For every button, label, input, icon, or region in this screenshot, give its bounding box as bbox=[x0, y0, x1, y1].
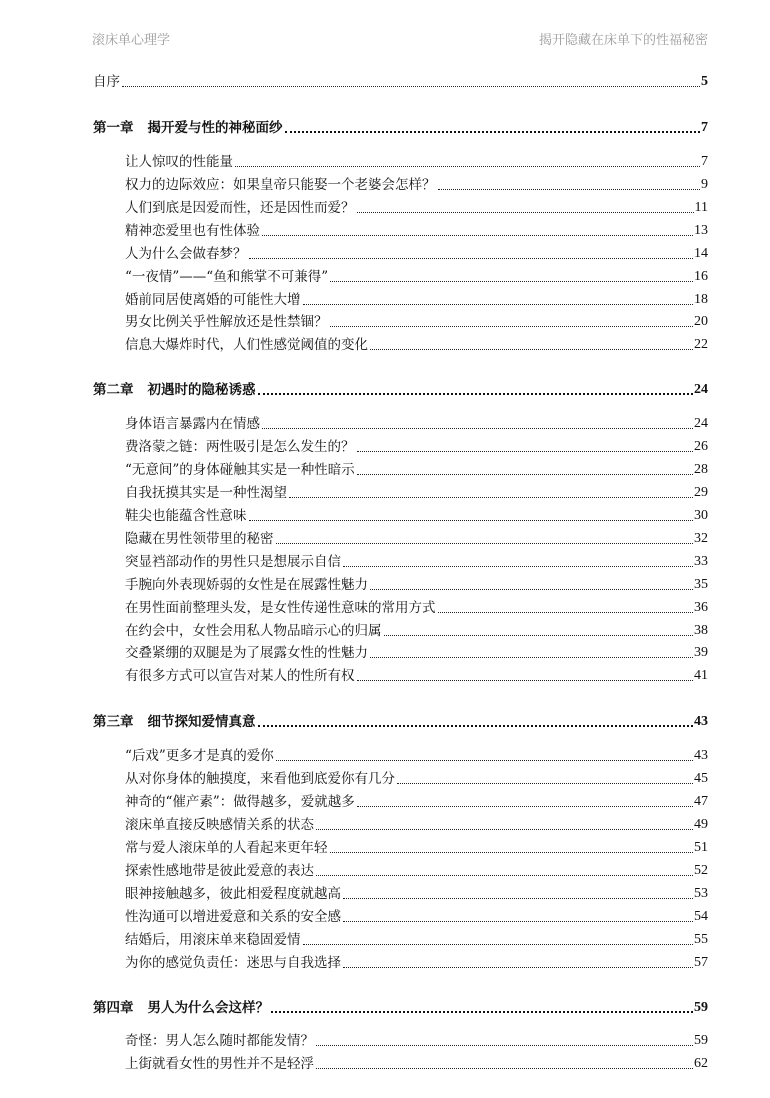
toc-page-number: 41 bbox=[694, 668, 708, 683]
dot-leader bbox=[262, 234, 693, 236]
toc-entry-title: 自序 bbox=[93, 74, 120, 90]
toc-entry[interactable] bbox=[125, 175, 708, 195]
toc-entry-title: 性沟通可以增进爱意和关系的安全感 bbox=[125, 909, 341, 925]
toc-entry[interactable] bbox=[125, 552, 708, 572]
toc-entry-title: 权力的边际效应：如果皇帝只能娶一个老婆会怎样？ bbox=[125, 177, 436, 193]
dot-leader bbox=[357, 450, 694, 452]
toc-entry[interactable] bbox=[125, 506, 708, 526]
toc-entry-title: “无意间”的身体碰触其实是一种性暗示 bbox=[125, 462, 355, 478]
toc-page-number: 5 bbox=[701, 74, 708, 89]
toc-entry[interactable] bbox=[125, 312, 708, 332]
toc-entry[interactable] bbox=[125, 746, 708, 766]
toc-page-number: 7 bbox=[701, 154, 708, 169]
chapter-name: 男人为什么会这样？ bbox=[147, 1000, 269, 1016]
toc-chapter-2[interactable] bbox=[93, 380, 708, 400]
toc-entry[interactable] bbox=[125, 907, 708, 927]
toc-entry-title: 为你的感觉负责任：迷思与自我选择 bbox=[125, 955, 341, 971]
toc-entry-title: 精神恋爱里也有性体验 bbox=[125, 223, 260, 239]
toc-page-number: 22 bbox=[694, 337, 708, 352]
dot-leader bbox=[316, 1067, 693, 1069]
dot-leader bbox=[370, 588, 693, 590]
toc-entry-title: 自我抚摸其实是一种性渴望 bbox=[125, 485, 287, 501]
toc-page-number: 9 bbox=[701, 177, 708, 192]
toc-entry[interactable] bbox=[125, 414, 708, 434]
toc-entry[interactable] bbox=[125, 529, 708, 549]
toc-entry-title: 隐藏在男性领带里的秘密 bbox=[125, 531, 274, 547]
dot-leader bbox=[370, 348, 693, 350]
toc-entry[interactable] bbox=[125, 621, 708, 641]
dot-leader bbox=[285, 130, 701, 133]
toc-entry-title: 在男性面前整理头发，是女性传递性意味的常用方式 bbox=[125, 600, 436, 616]
toc-entry[interactable] bbox=[125, 792, 708, 812]
chapter-title bbox=[93, 712, 256, 732]
chapter-title bbox=[93, 118, 283, 138]
toc-page-number: 59 bbox=[694, 1033, 708, 1048]
chapter-name: 初遇时的隐秘诱惑 bbox=[147, 382, 256, 398]
dot-leader bbox=[316, 1044, 693, 1046]
toc-page-number: 16 bbox=[694, 269, 708, 284]
toc-entry[interactable] bbox=[125, 152, 708, 172]
toc-page-number: 38 bbox=[694, 623, 708, 638]
toc-page-number: 52 bbox=[694, 863, 708, 878]
toc-entry-title: “一夜情”——“鱼和熊掌不可兼得” bbox=[125, 269, 329, 285]
toc-entry[interactable] bbox=[125, 643, 708, 663]
toc-entry[interactable] bbox=[125, 930, 708, 950]
toc-page-number: 43 bbox=[694, 714, 708, 729]
dot-leader bbox=[357, 211, 694, 213]
toc-entry-title: 费洛蒙之链：两性吸引是怎么发生的？ bbox=[125, 439, 355, 455]
toc-page-number: 47 bbox=[694, 794, 708, 809]
toc-entry[interactable] bbox=[125, 335, 708, 355]
toc-entry-title: 人们到底是因爱而性，还是因性而爱？ bbox=[125, 200, 355, 216]
dot-leader bbox=[397, 782, 693, 784]
dot-leader bbox=[357, 805, 693, 807]
dot-leader bbox=[303, 303, 694, 305]
dot-leader bbox=[303, 943, 694, 945]
toc-page-number: 20 bbox=[694, 314, 708, 329]
chapter-number: 第四章 bbox=[93, 1000, 134, 1016]
toc-entry[interactable] bbox=[125, 838, 708, 858]
toc-chapter-1[interactable] bbox=[93, 118, 708, 138]
header-subtitle: 揭开隐藏在床单下的性福秘密 bbox=[538, 33, 708, 48]
chapter-name: 揭开爱与性的神秘面纱 bbox=[147, 120, 283, 136]
toc-page-number: 24 bbox=[694, 382, 708, 397]
toc-page-number: 45 bbox=[694, 771, 708, 786]
toc-entry-title: 结婚后，用滚床单来稳固爱情 bbox=[125, 932, 301, 948]
toc-entry-title: 常与爱人滚床单的人看起来更年轻 bbox=[125, 840, 328, 856]
toc-entry-title: 突显裆部动作的男性只是想展示自信 bbox=[125, 554, 341, 570]
toc-page-number: 39 bbox=[694, 645, 708, 660]
dot-leader bbox=[357, 679, 694, 681]
dot-leader bbox=[249, 519, 694, 521]
toc-entry-title: 手腕向外表现娇弱的女性是在展露性魅力 bbox=[125, 577, 368, 593]
dot-leader bbox=[343, 565, 693, 567]
chapter-number: 第一章 bbox=[93, 120, 134, 136]
dot-leader bbox=[343, 966, 693, 968]
toc-entry[interactable] bbox=[125, 666, 708, 686]
dot-leader bbox=[235, 165, 700, 167]
chapter-title bbox=[93, 380, 256, 400]
toc-page-number: 13 bbox=[694, 223, 708, 238]
dot-leader bbox=[258, 392, 694, 395]
toc-entry[interactable] bbox=[125, 1031, 708, 1051]
toc-page-number: 57 bbox=[694, 955, 708, 970]
toc-page-number: 14 bbox=[694, 246, 708, 261]
toc-entry-title: 神奇的“催产素”：做得越多，爱就越多 bbox=[125, 794, 355, 810]
dot-leader bbox=[316, 828, 693, 830]
dot-leader bbox=[343, 920, 693, 922]
dot-leader bbox=[258, 724, 694, 727]
toc-preface[interactable] bbox=[93, 72, 708, 92]
toc-entry-title: 眼神接触越多，彼此相爱程度就越高 bbox=[125, 886, 341, 902]
toc-entry[interactable] bbox=[125, 884, 708, 904]
toc-page-number: 36 bbox=[694, 600, 708, 615]
toc-entry-title: 身体语言暴露内在情感 bbox=[125, 416, 260, 432]
toc-entry-title: 婚前同居使离婚的可能性大增 bbox=[125, 292, 301, 308]
toc-chapter-4[interactable] bbox=[93, 998, 708, 1018]
toc-entry[interactable] bbox=[125, 953, 708, 973]
toc-entry[interactable] bbox=[125, 198, 708, 218]
dot-leader bbox=[276, 542, 694, 544]
toc-page-number: 54 bbox=[694, 909, 708, 924]
toc-page-number: 33 bbox=[694, 554, 708, 569]
dot-leader bbox=[271, 1010, 693, 1013]
toc-page-number: 62 bbox=[694, 1056, 708, 1071]
dot-leader bbox=[384, 634, 694, 636]
toc-entry[interactable] bbox=[125, 290, 708, 310]
chapter-number: 第三章 bbox=[93, 714, 134, 730]
toc-entry[interactable] bbox=[125, 598, 708, 618]
toc-entry[interactable] bbox=[125, 267, 708, 287]
toc-chapter-3[interactable] bbox=[93, 712, 708, 732]
dot-leader bbox=[343, 897, 693, 899]
toc-entry[interactable] bbox=[125, 244, 708, 264]
toc-entry-title: 探索性感地带是彼此爱意的表达 bbox=[125, 863, 314, 879]
toc-entry[interactable] bbox=[125, 861, 708, 881]
dot-leader bbox=[370, 656, 693, 658]
toc-page-number: 7 bbox=[701, 120, 708, 135]
dot-leader bbox=[289, 496, 693, 498]
toc-entry-title: 信息大爆炸时代，人们性感觉阈值的变化 bbox=[125, 337, 368, 353]
toc-entry-title: 人为什么会做春梦？ bbox=[125, 246, 247, 262]
toc-entry-title: 上街就看女性的男性并不是轻浮 bbox=[125, 1056, 314, 1072]
toc-page-number: 55 bbox=[694, 932, 708, 947]
toc-entry-title: 有很多方式可以宣告对某人的性所有权 bbox=[125, 668, 355, 684]
dot-leader bbox=[276, 759, 693, 761]
toc-page-number: 51 bbox=[694, 840, 708, 855]
running-header bbox=[92, 29, 708, 49]
toc-page-number: 18 bbox=[694, 292, 708, 307]
toc-page-number: 35 bbox=[694, 577, 708, 592]
dot-leader bbox=[357, 473, 693, 475]
toc-page-number: 11 bbox=[694, 200, 708, 215]
toc-entry[interactable] bbox=[125, 437, 708, 457]
toc-page-number: 24 bbox=[694, 416, 708, 431]
toc-page-number: 43 bbox=[694, 748, 708, 763]
toc-entry-title: 在约会中，女性会用私人物品暗示心的归属 bbox=[125, 623, 382, 639]
toc-entry-title: “后戏”更多才是真的爱你 bbox=[125, 748, 274, 764]
dot-leader bbox=[316, 874, 693, 876]
toc-page-number: 32 bbox=[694, 531, 708, 546]
dot-leader bbox=[330, 325, 694, 327]
toc-page-number: 29 bbox=[694, 485, 708, 500]
toc-entry-title: 让人惊叹的性能量 bbox=[125, 154, 233, 170]
dot-leader bbox=[438, 188, 701, 190]
dot-leader bbox=[249, 257, 694, 259]
toc-entry-title: 鞋尖也能蕴含性意味 bbox=[125, 508, 247, 524]
toc-entry-title: 奇怪：男人怎么随时都能发情？ bbox=[125, 1033, 314, 1049]
toc-entry[interactable] bbox=[125, 815, 708, 835]
dot-leader bbox=[438, 611, 694, 613]
toc-entry[interactable] bbox=[125, 769, 708, 789]
dot-leader bbox=[330, 851, 694, 853]
toc-entry[interactable] bbox=[125, 483, 708, 503]
toc-entry[interactable] bbox=[125, 460, 708, 480]
header-book-title: 滚床单心理学 bbox=[92, 33, 171, 48]
chapter-name: 细节探知爱情真意 bbox=[147, 714, 256, 730]
toc-page-number: 28 bbox=[694, 462, 708, 477]
toc-entry-title: 滚床单直接反映感情关系的状态 bbox=[125, 817, 314, 833]
toc-page-number: 26 bbox=[694, 439, 708, 454]
toc-page-number: 49 bbox=[694, 817, 708, 832]
dot-leader bbox=[330, 280, 693, 282]
dot-leader bbox=[122, 85, 700, 87]
toc-entry[interactable] bbox=[125, 221, 708, 241]
toc-entry-title: 交叠紧绷的双腿是为了展露女性的性魅力 bbox=[125, 645, 368, 661]
toc-entry[interactable] bbox=[125, 575, 708, 595]
chapter-number: 第二章 bbox=[93, 382, 134, 398]
toc-page-number: 30 bbox=[694, 508, 708, 523]
toc-entry[interactable] bbox=[125, 1054, 708, 1074]
toc-page-number: 59 bbox=[694, 1000, 708, 1015]
toc-entry-title: 男女比例关乎性解放还是性禁锢？ bbox=[125, 314, 328, 330]
chapter-title bbox=[93, 998, 269, 1018]
toc-entry-title: 从对你身体的触摸度，来看他到底爱你有几分 bbox=[125, 771, 395, 787]
dot-leader bbox=[262, 427, 693, 429]
toc-page-number: 53 bbox=[694, 886, 708, 901]
